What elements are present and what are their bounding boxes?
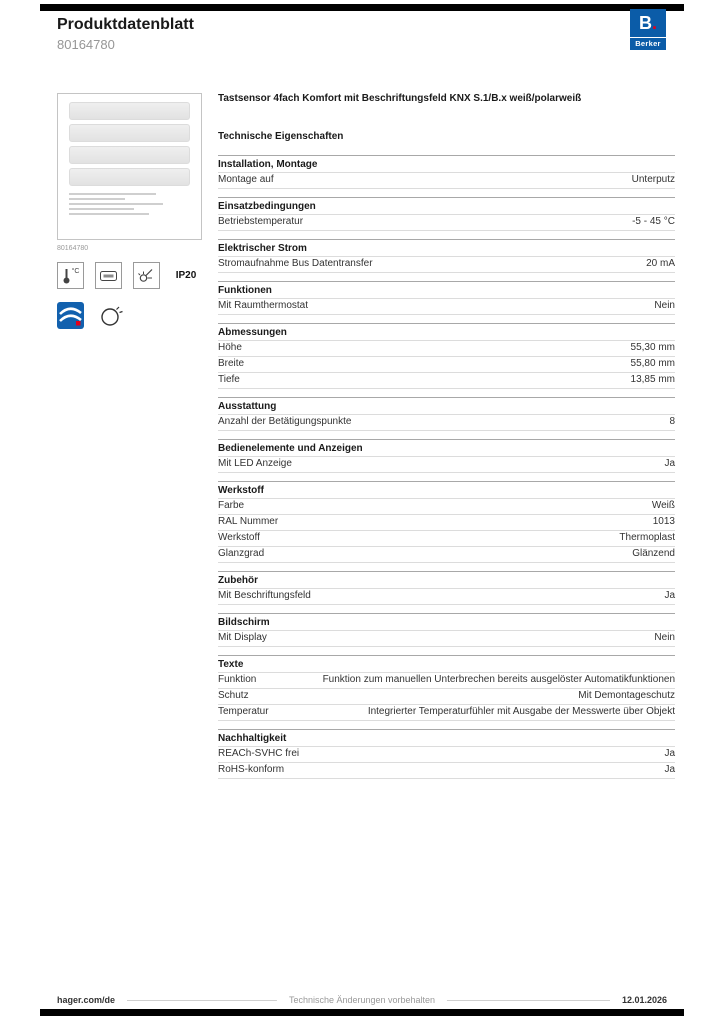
spec-label: Mit LED Anzeige	[218, 458, 292, 469]
spec-label: RoHS-konform	[218, 764, 285, 775]
spec-value: Unterputz	[631, 174, 675, 185]
spec-row	[218, 704, 675, 720]
section-title: Werkstoff	[218, 481, 675, 498]
section-title: Bildschirm	[218, 613, 675, 630]
spec-value: 20 mA	[646, 258, 675, 269]
spec-row	[218, 356, 675, 372]
spec-label: Farbe	[218, 500, 245, 511]
spec-label: Stromaufnahme Bus Datentransfer	[218, 258, 373, 269]
section-zubehoer	[218, 571, 675, 605]
section-title: Einsatzbedingungen	[218, 197, 675, 214]
bottom-rule	[40, 1009, 684, 1016]
spec-label: REACh-SVHC frei	[218, 748, 300, 759]
section-texte	[218, 655, 675, 721]
spec-value: Nein	[654, 632, 675, 643]
image-caption: 80164780	[57, 245, 89, 252]
section-title: Ausstattung	[218, 397, 675, 414]
logo-dot: .	[651, 12, 657, 33]
footer-date: 12.01.2026	[610, 995, 667, 1005]
section-installation	[218, 155, 675, 189]
section-title: Bedienelemente und Anzeigen	[218, 439, 675, 456]
tech-properties-heading: Technische Eigenschaften	[218, 131, 344, 142]
knx-glyph	[57, 302, 84, 329]
spec-row	[218, 456, 675, 472]
spec-value: Ja	[664, 458, 675, 469]
spec-value: 8	[669, 416, 675, 427]
spec-label: Mit Display	[218, 632, 267, 643]
product-rocker	[69, 146, 190, 164]
spec-row	[218, 172, 675, 188]
spec-row	[218, 688, 675, 704]
footer-website-link[interactable]: hager.com/de	[57, 995, 127, 1005]
temperature-icon	[57, 262, 84, 289]
spec-label: Betriebstemperatur	[218, 216, 304, 227]
spec-value: Ja	[664, 590, 675, 601]
spec-label: Höhe	[218, 342, 242, 353]
spec-value: 55,30 mm	[630, 342, 675, 353]
berker-logo	[630, 9, 666, 50]
spec-row	[218, 372, 675, 388]
spec-row	[218, 514, 675, 530]
spec-row	[218, 530, 675, 546]
spec-label: Mit Raumthermostat	[218, 300, 309, 311]
page-title: Produktdatenblatt	[57, 16, 194, 33]
spec-value: 55,80 mm	[630, 358, 675, 369]
logo-letter: B	[638, 12, 652, 33]
spec-label: Breite	[218, 358, 245, 369]
spec-label: Anzahl der Betätigungspunkte	[218, 416, 352, 427]
page-footer	[57, 994, 667, 1007]
spec-value: Funktion zum manuellen Unterbrechen bereits ausgelöster Automatikfunktionen	[322, 674, 675, 685]
section-title: Abmessungen	[218, 323, 675, 340]
section-einsatzbedingungen	[218, 197, 675, 231]
section-title: Installation, Montage	[218, 155, 675, 172]
temperature-unit-label: °C	[71, 268, 80, 275]
section-bedienelemente	[218, 439, 675, 473]
top-rule	[40, 4, 684, 11]
spec-label: Tiefe	[218, 374, 240, 385]
dimension-drawing	[69, 193, 190, 215]
section-abmessungen	[218, 323, 675, 389]
spec-row	[218, 762, 675, 778]
feature-icons-row	[57, 262, 201, 289]
spec-row	[218, 630, 675, 646]
section-title: Texte	[218, 655, 675, 672]
spec-label: Schutz	[218, 690, 249, 701]
lamp-glyph	[136, 265, 157, 286]
dial-glyph	[98, 302, 125, 329]
labeling-field-glyph	[98, 265, 119, 286]
section-bildschirm	[218, 613, 675, 647]
spec-label: RAL Nummer	[218, 516, 279, 527]
logo-brand-name: Berker	[630, 38, 666, 50]
section-title: Nachhaltigkeit	[218, 729, 675, 746]
product-rocker	[69, 124, 190, 142]
labeling-field-icon	[95, 262, 122, 289]
spec-row	[218, 340, 675, 356]
spec-row	[218, 414, 675, 430]
section-title: Elektrischer Strom	[218, 239, 675, 256]
spec-row	[218, 256, 675, 272]
spec-value: Mit Demontageschutz	[578, 690, 675, 701]
spec-row	[218, 746, 675, 762]
section-werkstoff	[218, 481, 675, 563]
spec-value: Ja	[664, 748, 675, 759]
header-product-number: 80164780	[57, 37, 115, 52]
spec-content	[218, 93, 675, 787]
lamp-icon	[133, 262, 160, 289]
ip-rating-badge	[171, 262, 201, 289]
berker-logo-mark	[630, 9, 666, 37]
spec-value: Weiß	[651, 500, 675, 511]
spec-label: Funktion	[218, 674, 257, 685]
spec-value: Nein	[654, 300, 675, 311]
section-ausstattung	[218, 397, 675, 431]
product-rocker	[69, 102, 190, 120]
spec-row	[218, 672, 675, 688]
spec-row	[218, 498, 675, 514]
spec-row	[218, 546, 675, 562]
spec-row	[218, 588, 675, 604]
product-title: Tastsensor 4fach Komfort mit Beschriftungsfeld KNX S.1/B.x weiß/polarweiß	[218, 93, 582, 104]
spec-row	[218, 298, 675, 314]
spec-label: Glanzgrad	[218, 548, 265, 559]
knx-icon	[57, 302, 84, 329]
section-nachhaltigkeit	[218, 729, 675, 779]
spec-value: Glänzend	[632, 548, 675, 559]
spec-label: Mit Beschriftungsfeld	[218, 590, 311, 601]
spec-value: 1013	[652, 516, 675, 527]
section-title: Funktionen	[218, 281, 675, 298]
dial-icon	[96, 302, 126, 329]
section-elektrischer-strom	[218, 239, 675, 273]
ip-rating-label: IP20	[175, 270, 197, 281]
spec-value: Thermoplast	[619, 532, 675, 543]
spec-value: -5 - 45 °C	[632, 216, 675, 227]
spec-label: Montage auf	[218, 174, 274, 185]
product-rocker	[69, 168, 190, 186]
spec-label: Temperatur	[218, 706, 269, 717]
spec-value: Integrierter Temperaturfühler mit Ausgabe der Messwerte über Objekt	[367, 706, 675, 717]
certification-icons-row	[57, 302, 126, 329]
section-title: Zubehör	[218, 571, 675, 588]
section-funktionen	[218, 281, 675, 315]
spec-value: Ja	[664, 764, 675, 775]
thermometer-glyph	[62, 266, 71, 286]
spec-row	[218, 214, 675, 230]
spec-label: Werkstoff	[218, 532, 260, 543]
spec-value: 13,85 mm	[630, 374, 675, 385]
product-photo	[57, 93, 202, 240]
footer-disclaimer: Technische Änderungen vorbehalten	[277, 995, 447, 1005]
